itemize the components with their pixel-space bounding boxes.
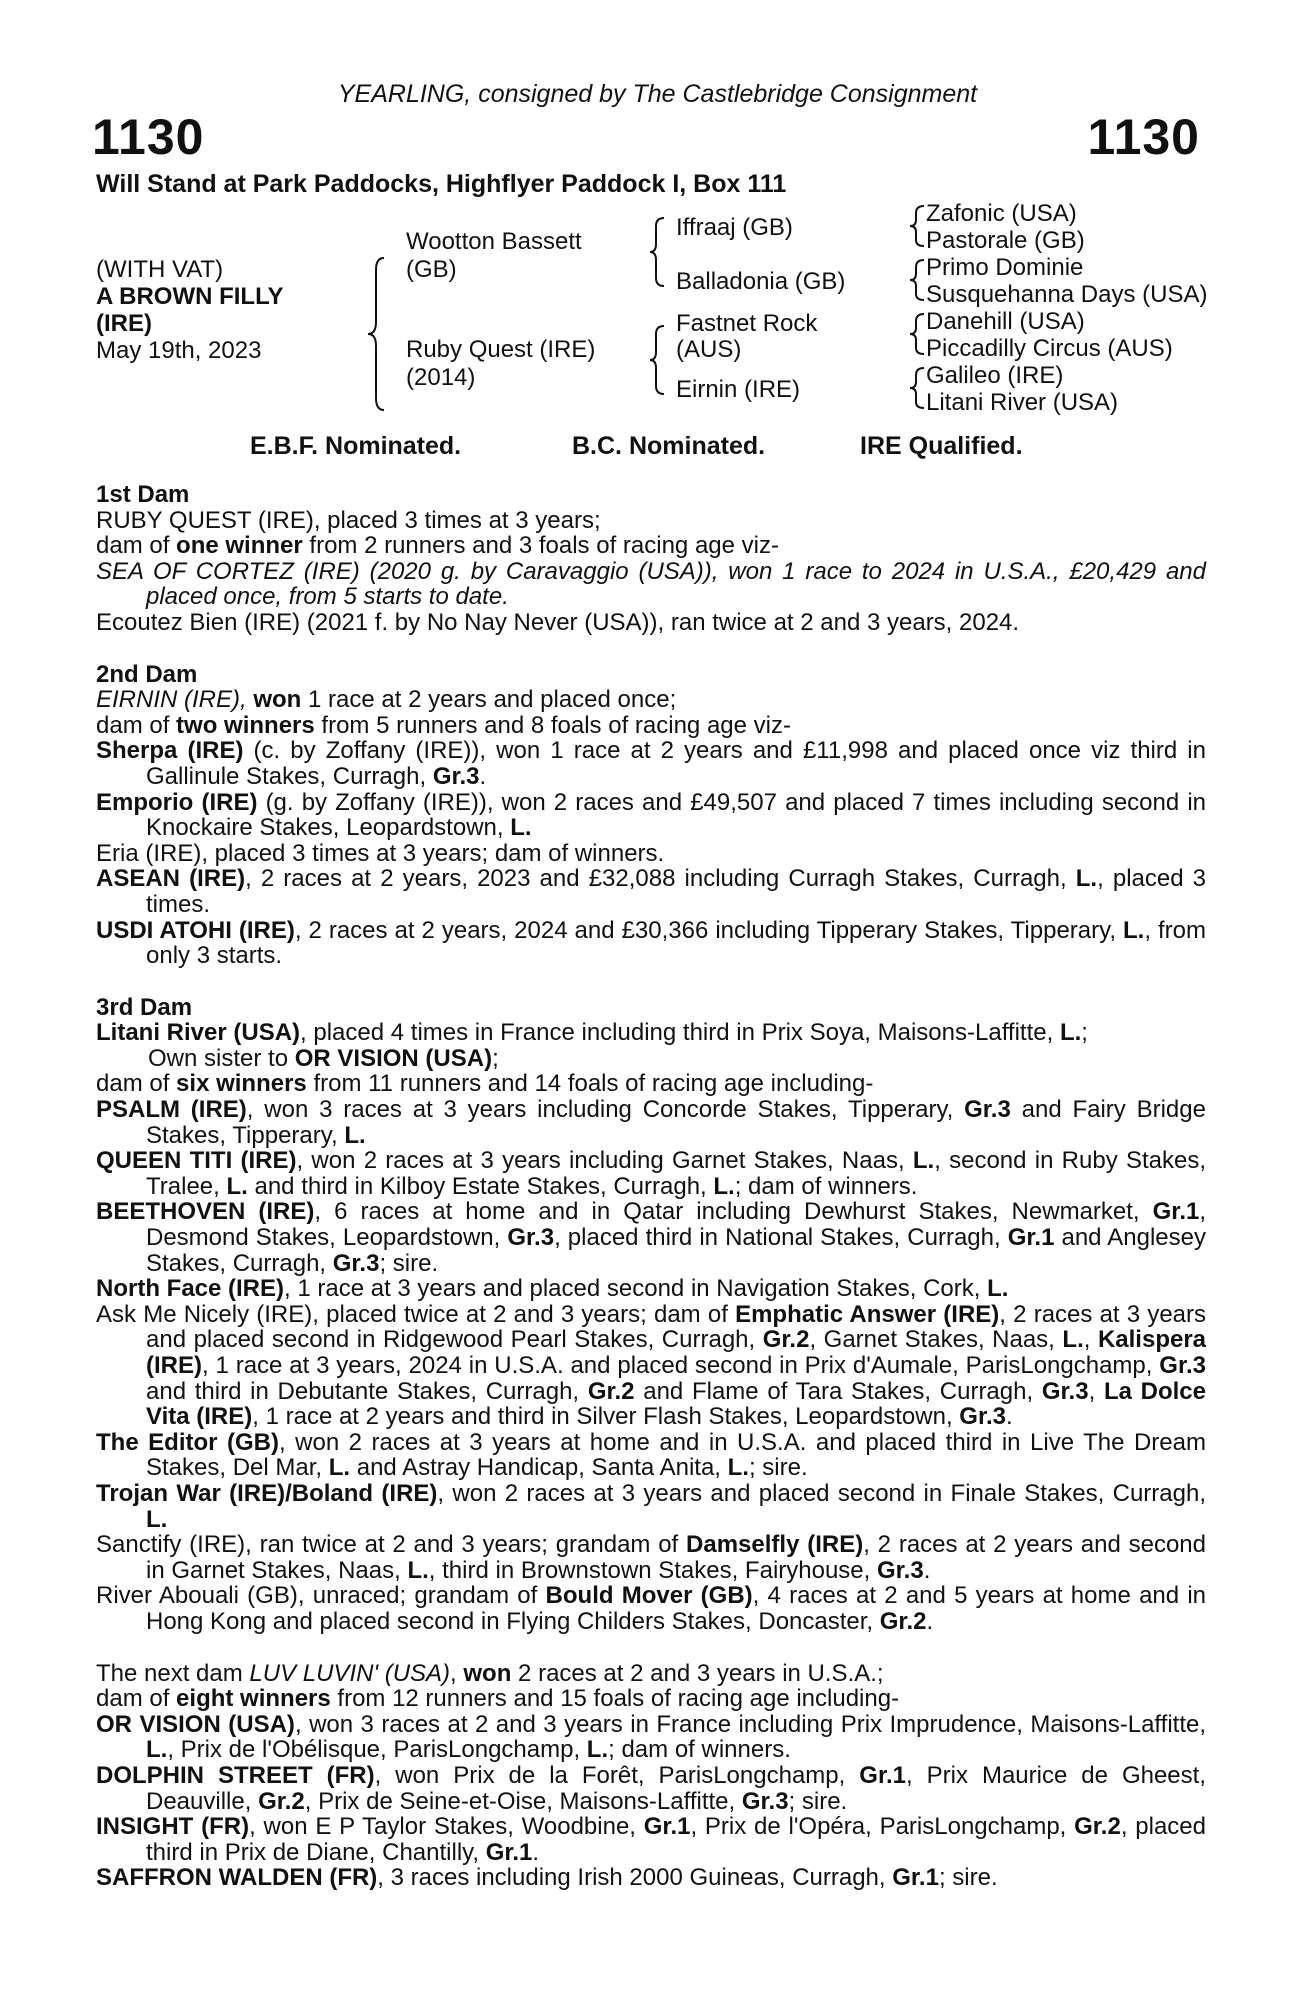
entry-trojan-war: Trojan War (IRE)/Boland (IRE), won 2 races at 3 years and placed second in Finale Stakes, Curragh, L. xyxy=(96,1479,1206,1533)
first-dam-foal-2: Ecoutez Bien (IRE) (2021 f. by No Nay Never (USA)), ran twice at 2 and 3 years, 2024. xyxy=(96,608,1020,636)
great-grandparent-3: Primo Dominie xyxy=(926,254,1084,281)
first-dam-foal-1: SEA OF CORTEZ (IRE) (2020 g. by Caravaggio (USA)), won 1 race to 2024 in U.S.A., £20,429 and placed once, from 5 starts to date. xyxy=(96,557,1206,611)
great-grandparent-6: Piccadilly Circus (AUS) xyxy=(926,335,1173,362)
horse-dob: May 19th, 2023 xyxy=(96,337,262,364)
brace-sire-parents xyxy=(650,218,664,286)
entry-usdi-atohi: USDI ATOHI (IRE), 2 races at 2 years, 2024 and £30,366 including Tipperary Stakes, Tipperary, L., from only 3 starts. xyxy=(96,916,1206,970)
lot-number-left: 1130 xyxy=(92,109,205,165)
first-dam-heading: 1st Dam xyxy=(96,481,190,508)
lot-number-right: 1130 xyxy=(1087,109,1200,165)
entry-queen-titi: QUEEN TITI (IRE), won 2 races at 3 years including Garnet Stakes, Naas, L., second in Ruby Stakes, Tralee, L. and third in Kilboy Estate Stakes, Curragh, L.; dam of winners. xyxy=(96,1147,1206,1200)
second-dam-heading: 2nd Dam xyxy=(96,660,198,688)
dam-name: Ruby Quest (IRE) xyxy=(406,336,596,363)
entry-sherpa: Sherpa (IRE) (c. by Zoffany (IRE)), won 1 race at 2 years and £11,998 and placed once viz third in Gallinule Stakes, Curragh, Gr.3. xyxy=(96,737,1206,790)
great-grandparent-2: Pastorale (GB) xyxy=(926,227,1085,254)
pedigree-braces xyxy=(0,0,1315,440)
granddam-2: Eirnin (IRE) xyxy=(676,376,801,403)
dam-year: (2014) xyxy=(406,364,476,391)
entry-insight: INSIGHT (FR), won E P Taylor Stakes, Woodbine, Gr.1, Prix de l'Opéra, ParisLongchamp, Gr.2, placed third in Prix de Diane, Chantilly, Gr.1. xyxy=(96,1813,1206,1866)
ebf-nominated: E.B.F. Nominated. xyxy=(250,432,462,460)
brace-sire-dam xyxy=(368,258,384,410)
great-grandparent-7: Galileo (IRE) xyxy=(926,362,1064,389)
horse-name-line1: A BROWN FILLY xyxy=(96,283,284,310)
sire-origin: (GB) xyxy=(406,256,457,283)
own-sister-line: Own sister to OR VISION (USA); xyxy=(148,1044,499,1072)
next-dam-produce: dam of eight winners from 12 runners and 15 foals of racing age including- xyxy=(96,1685,900,1713)
brace-ggs-3 xyxy=(910,314,924,354)
grandsire-1: Iffraaj (GB) xyxy=(676,214,793,241)
next-dam-line: The next dam LUV LUVIN' (USA), won 2 races at 2 and 3 years in U.S.A.; xyxy=(96,1659,884,1687)
entry-the-editor: The Editor (GB), won 2 races at 3 years at home and in U.S.A. and placed third in Live The Dream Stakes, Del Mar, L. and Astray Handicap, Santa Anita, L.; sire. xyxy=(96,1428,1206,1482)
sire-name: Wootton Bassett xyxy=(406,228,582,255)
granddam-1: Balladonia (GB) xyxy=(676,268,846,295)
entry-ask-me-nicely: Ask Me Nicely (IRE), placed twice at 2 and 3 years; dam of Emphatic Answer (IRE), 2 races at 3 years and placed second in Ridgewood Pearl Stakes, Curragh, Gr.2, Garnet Stakes, Naas, L., Kalispera (IRE), 1 race at 3 years, 2024 in U.S.A. and placed second in Prix d'Aumale, ParisLongchamp, Gr.3 and third in Debutante Stakes, Curragh, Gr.2 and Flame of Tara Stakes, Curragh, Gr.3, La Dolce Vita (IRE), 1 race at 2 years and third in Silver Flash Stakes, Leopardstown, Gr.3. xyxy=(96,1300,1207,1431)
entry-or-vision: OR VISION (USA), won 3 races at 2 and 3 years in France including Prix Imprudence, Maisons-Laffitte, L., Prix de l'Obélisque, ParisLongchamp, L.; dam of winners. xyxy=(96,1710,1207,1764)
stand-location: Will Stand at Park Paddocks, Highflyer Paddock I, Box 111 xyxy=(96,170,787,198)
entry-psalm: PSALM (IRE), won 3 races at 3 years including Concorde Stakes, Tipperary, Gr.3 and Fairy Bridge Stakes, Tipperary, L. xyxy=(96,1096,1206,1149)
entry-river-abouali: River Abouali (GB), unraced; grandam of Bould Mover (GB), 4 races at 2 and 5 years at home and in Hong Kong and placed second in Flying Childers Stakes, Doncaster, Gr.2. xyxy=(96,1582,1207,1635)
ire-qualified: IRE Qualified. xyxy=(860,432,1023,460)
grandsire-2-origin: (AUS) xyxy=(676,336,742,363)
third-dam-produce: dam of six winners from 11 runners and 14 foals of racing age including- xyxy=(96,1070,874,1098)
entry-dolphin-street: DOLPHIN STREET (FR), won Prix de la Forêt, ParisLongchamp, Gr.1, Prix Maurice de Gheest, Deauville, Gr.2, Prix de Seine-et-Oise, Maisons-Laffitte, Gr.3; sire. xyxy=(96,1761,1206,1815)
entry-north-face: North Face (IRE), 1 race at 3 years and placed second in Navigation Stakes, Cork, L. xyxy=(96,1275,1009,1303)
entry-sanctify: Sanctify (IRE), ran twice at 2 and 3 years; grandam of Damselfly (IRE), 2 races at 2 years and second in Garnet Stakes, Naas, L., third in Brownstown Stakes, Fairyhouse, Gr.3. xyxy=(96,1531,1206,1584)
grandsire-2: Fastnet Rock xyxy=(676,310,818,337)
third-dam-line: Litani River (USA), placed 4 times in France including third in Prix Soya, Maisons-Laffitte, L.; xyxy=(96,1019,1088,1047)
great-grandparent-1: Zafonic (USA) xyxy=(926,200,1077,227)
second-dam-line: EIRNIN (IRE), won 1 race at 2 years and placed once; xyxy=(96,686,677,714)
entry-beethoven: BEETHOVEN (IRE), 6 races at home and in Qatar including Dewhurst Stakes, Newmarket, Gr.1, Desmond Stakes, Leopardstown, Gr.3, placed third in National Stakes, Curragh, Gr.1 and Anglesey Stakes, Curragh, Gr.3; sire. xyxy=(96,1198,1207,1277)
great-grandparent-4: Susquehanna Days (USA) xyxy=(926,281,1208,308)
brace-dam-parents xyxy=(650,326,664,394)
entry-saffron-walden: SAFFRON WALDEN (FR), 3 races including Irish 2000 Guineas, Curragh, Gr.1; sire. xyxy=(96,1864,998,1892)
first-dam-produce: dam of one winner from 2 runners and 3 foals of racing age viz- xyxy=(96,532,779,560)
horse-name-line2: (IRE) xyxy=(96,310,152,337)
second-dam-produce: dam of two winners from 5 runners and 8 foals of racing age viz- xyxy=(96,711,791,739)
first-dam-line: RUBY QUEST (IRE), placed 3 times at 3 years; xyxy=(96,506,601,534)
bc-nominated: B.C. Nominated. xyxy=(572,432,766,460)
brace-ggs-4 xyxy=(910,368,924,408)
third-dam-heading: 3rd Dam xyxy=(96,993,193,1021)
great-grandparent-8: Litani River (USA) xyxy=(926,389,1119,416)
entry-eria: Eria (IRE), placed 3 times at 3 years; dam of winners. xyxy=(96,839,665,867)
great-grandparent-5: Danehill (USA) xyxy=(926,308,1085,335)
brace-ggs-2 xyxy=(910,260,924,300)
brace-ggs-1 xyxy=(910,206,924,246)
vat-label: (WITH VAT) xyxy=(96,256,224,283)
consignment-title: YEARLING, consigned by The Castlebridge Consignment xyxy=(337,80,978,108)
entry-asean: ASEAN (IRE), 2 races at 2 years, 2023 and £32,088 including Curragh Stakes, Curragh, L., placed 3 times. xyxy=(96,865,1207,918)
entry-emporio: Emporio (IRE) (g. by Zoffany (IRE)), won 2 races and £49,507 and placed 7 times including second in Knockaire Stakes, Leopardstown, L. xyxy=(96,788,1207,842)
catalogue-body xyxy=(96,482,1206,1891)
